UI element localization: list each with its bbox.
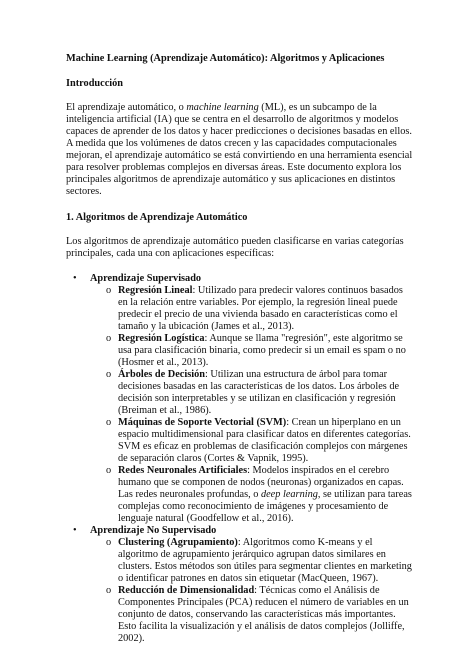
item-term: Árboles de Decisión <box>118 369 205 380</box>
item-term: Regresión Logística <box>118 333 205 344</box>
item-text: : Técnicas como el Análisis de Componentes Principales (PCA) reducen el número de variables en un conjunto de datos, conservando las características más importantes. Esto facilita la visualización y el análisis de datos complejos (Jolliffe, 2002). <box>118 585 409 644</box>
section1-intro: Los algoritmos de aprendizaje automático pueden clasificarse en varias categorías principales, cada una con aplicaciones específicas: <box>66 236 404 259</box>
list-item-decision-trees <box>66 369 414 417</box>
circle-bullet-icon: o <box>106 585 112 596</box>
group-label: Aprendizaje No Supervisado <box>90 525 217 536</box>
intro-text-1: El aprendizaje automático, o <box>66 102 187 113</box>
algorithm-list <box>66 273 414 645</box>
group-label: Aprendizaje Supervisado <box>90 273 202 284</box>
intro-text-2: (ML), es un subcampo de la inteligencia artificial (IA) que se centra en el desarrollo de algoritmos y modelos capaces de aprender de los datos y hacer predicciones o decisiones basadas en ellos. A medida que los volúmenes de datos crecen y las capacidades computacionales mejoran, el aprendizaje automático se está convirtiendo en una herramienta esencial para resolver problemas complejos en diversas áreas. Este documento explora los principales algoritmos de aprendizaje automático y sus aplicaciones en distintos sectores. <box>66 102 413 197</box>
circle-bullet-icon: o <box>106 333 112 344</box>
list-item-svm <box>66 417 414 465</box>
circle-bullet-icon: o <box>106 537 112 548</box>
intro-emphasis: machine learning <box>186 102 259 113</box>
circle-bullet-icon: o <box>106 465 112 476</box>
item-term: Reducción de Dimensionalidad <box>118 585 255 596</box>
list-item-linear-regression <box>66 285 414 333</box>
item-text: : Modelos inspirados en el cerebro humano que se componen de nodos (neuronas) organizados en capas. Las redes neuronales profundas, o <box>118 465 404 500</box>
list-item-logistic-regression <box>66 333 414 369</box>
circle-bullet-icon: o <box>106 417 112 428</box>
group-unsupervised <box>66 525 414 537</box>
item-term: Máquinas de Soporte Vectorial (SVM) <box>118 417 287 428</box>
item-text-after: , se utilizan para tareas complejas como reconocimiento de imágenes y procesamiento de lenguaje natural (Goodfellow et al., 2016). <box>118 489 412 524</box>
circle-bullet-icon: o <box>106 369 112 380</box>
list-item-neural-networks <box>66 465 414 525</box>
section1-heading: 1. Algoritmos de Aprendizaje Automático <box>66 212 248 223</box>
item-text: : Utilizado para predecir valores continuos basados en la relación entre variables. Por ejemplo, la regresión lineal puede predecir el precio de una vivienda basado en características como el tamaño y la ubicación (James et al., 2013). <box>118 285 403 332</box>
intro-paragraph <box>66 102 414 198</box>
list-item-clustering <box>66 537 414 585</box>
item-text: : Algoritmos como K-means y el algoritmo de agrupamiento jerárquico agrupan datos similares en clusters. Estos métodos son útiles para segmentar clientes en marketing o identificar patrones en datos sin etiquetar (MacQueen, 1967). <box>118 537 412 584</box>
item-term: Regresión Lineal <box>118 285 193 296</box>
item-emphasis: deep learning <box>260 489 318 500</box>
item-text: : Aunque se llama "regresión", este algoritmo se usa para clasificación binaria, como predecir si un email es spam o no (Hosmer et al., 2013). <box>118 333 406 368</box>
bullet-icon: • <box>73 273 77 284</box>
document-title: Machine Learning (Aprendizaje Automático): Algoritmos y Aplicaciones <box>66 53 385 64</box>
list-item-dimensionality-reduction <box>66 585 414 645</box>
circle-bullet-icon: o <box>106 285 112 296</box>
bullet-icon: • <box>73 525 77 536</box>
item-text: : Crean un hiperplano en un espacio multidimensional para clasificar datos en diferentes categorías. SVM es eficaz en problemas de clasificación complejos con márgenes de separación claros (Cortes & Vapnik, 1995). <box>118 417 411 464</box>
item-term: Redes Neuronales Artificiales <box>118 465 248 476</box>
item-text: : Utilizan una estructura de árbol para tomar decisiones basadas en las características de los datos. Los árboles de decisión son interpretables y se utilizan en clasificación y regresión (Breiman et al., 1986). <box>118 369 400 416</box>
group-supervised <box>66 273 414 285</box>
item-term: Clustering (Agrupamiento) <box>118 537 238 548</box>
intro-heading: Introducción <box>66 78 124 89</box>
